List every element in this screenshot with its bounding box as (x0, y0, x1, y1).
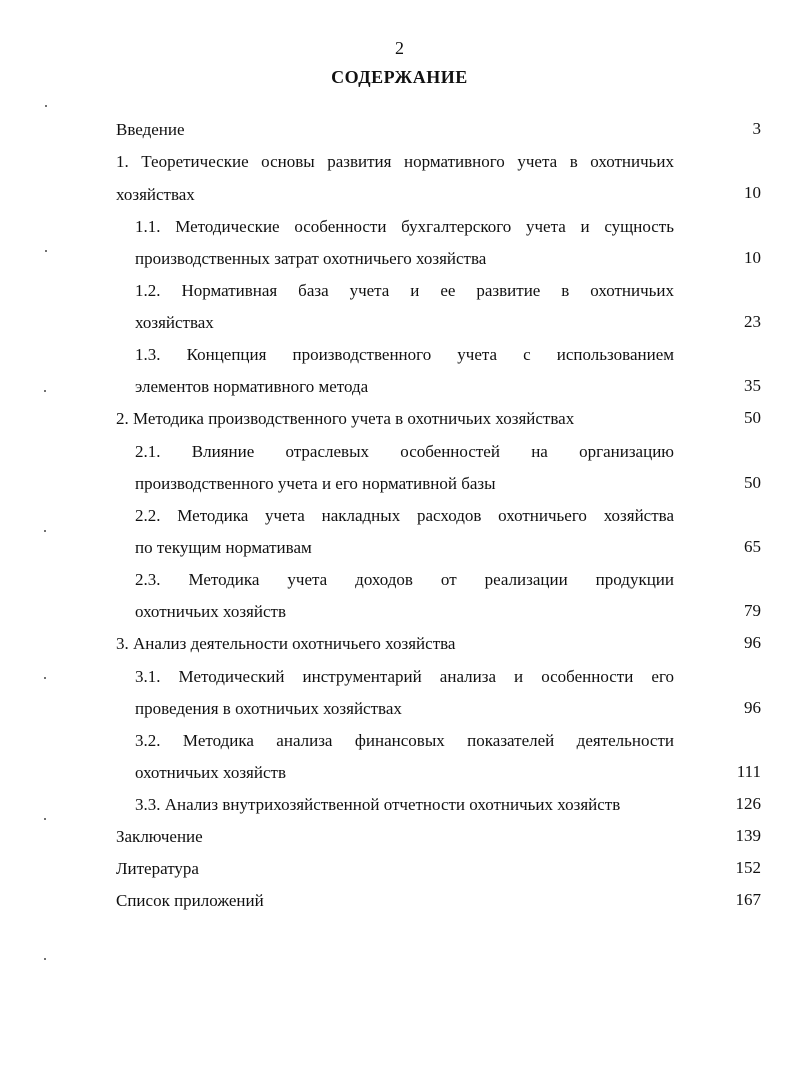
toc-line: Введение (116, 120, 185, 139)
toc-line: Список приложений (116, 891, 264, 910)
toc-page-number: 35 (744, 376, 761, 395)
toc-line: 3.3. Анализ внутрихозяйственной отчетности охотничьих хозяйств (135, 795, 621, 814)
scan-speck (44, 818, 46, 820)
scan-speck (44, 677, 46, 679)
toc-page-number: 79 (744, 601, 761, 620)
toc-line: охотничьих хозяйств (135, 763, 286, 782)
toc-line: по текущим нормативам (135, 538, 312, 557)
toc-line: 1. Теоретические основы развития нормативного учета в охотничьих (116, 152, 674, 171)
page-number: 2 (395, 38, 404, 58)
toc-line: 2. Методика производственного учета в охотничьих хозяйствах (116, 409, 575, 428)
toc-line: Литература (116, 859, 199, 878)
toc-page-number: 167 (735, 890, 761, 909)
scan-speck (44, 958, 46, 960)
toc-page-number: 126 (735, 794, 761, 813)
toc-page-number: 50 (744, 408, 761, 427)
toc-title: СОДЕРЖАНИЕ (331, 67, 468, 87)
toc-line: 1.3. Концепция производственного учета с использованием (135, 345, 674, 364)
toc-line: 3. Анализ деятельности охотничьего хозяйства (116, 634, 456, 653)
toc-page-number: 10 (744, 183, 761, 202)
toc-page-number: 23 (744, 312, 761, 331)
toc-line: хозяйствах (116, 185, 195, 204)
toc-line: 3.2. Методика анализа финансовых показателей деятельности (135, 731, 674, 750)
toc-line: Заключение (116, 827, 203, 846)
toc-page-number: 111 (736, 762, 761, 781)
toc-page-number: 65 (744, 537, 761, 556)
toc-line: 1.1. Методические особенности бухгалтерского учета и сущность (135, 217, 674, 236)
scan-speck (44, 530, 46, 532)
toc-page-number: 96 (744, 633, 761, 652)
toc-line: производственных затрат охотничьего хозяйства (135, 249, 487, 268)
toc-page-number: 50 (744, 473, 761, 492)
toc-page-number: 10 (744, 248, 761, 267)
toc-page-number: 152 (735, 858, 761, 877)
toc-line: элементов нормативного метода (135, 377, 369, 396)
toc-page-number: 3 (752, 119, 761, 138)
toc-line: производственного учета и его нормативной базы (135, 474, 496, 493)
toc-line: охотничьих хозяйств (135, 602, 286, 621)
scan-speck (45, 105, 47, 107)
toc-line: хозяйствах (135, 313, 214, 332)
scan-speck (45, 250, 47, 252)
toc-line: проведения в охотничьих хозяйствах (135, 699, 402, 718)
toc-line: 1.2. Нормативная база учета и ее развитие в охотничьих (135, 281, 674, 300)
toc-page-number: 96 (744, 698, 761, 717)
toc-line: 3.1. Методический инструментарий анализа и особенности его (135, 667, 674, 686)
toc-line: 2.1. Влияние отраслевых особенностей на организацию (135, 442, 674, 461)
toc-line: 2.3. Методика учета доходов от реализации продукции (135, 570, 674, 589)
scan-speck (44, 390, 46, 392)
toc-line: 2.2. Методика учета накладных расходов охотничьего хозяйства (135, 506, 674, 525)
toc-page-number: 139 (735, 826, 761, 845)
